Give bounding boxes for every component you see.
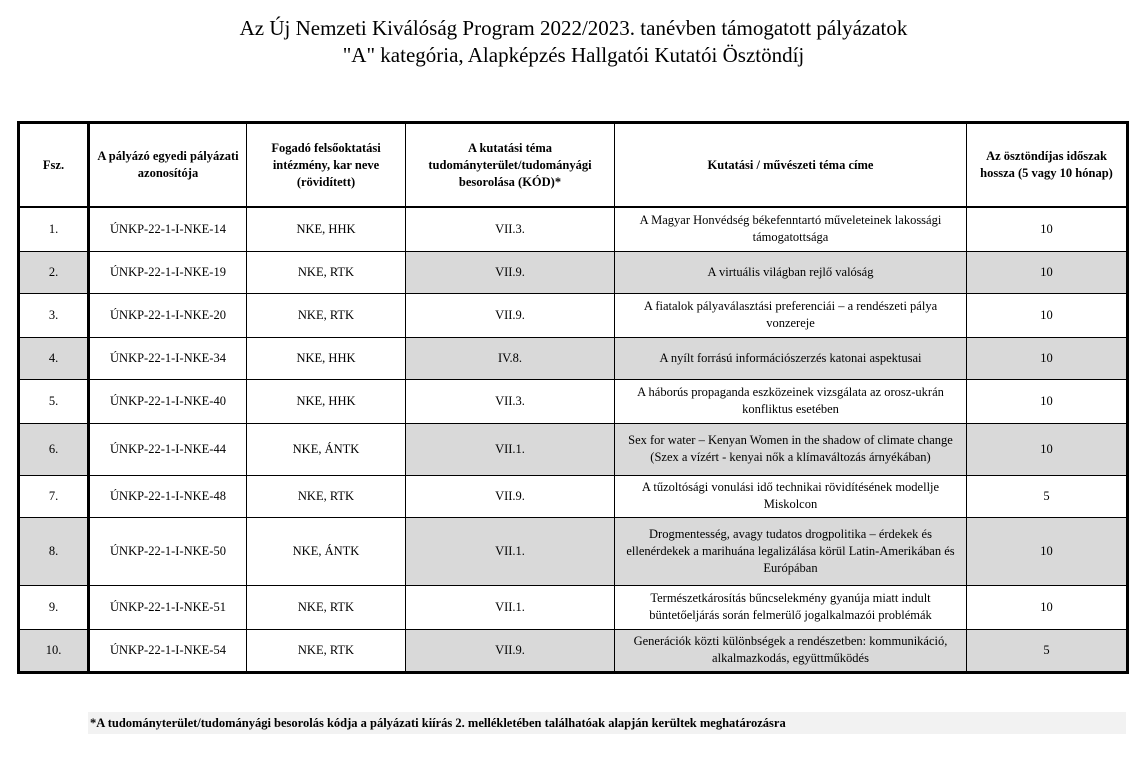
row-institution: NKE, RTK	[247, 251, 406, 293]
row-applicant-id: ÚNKP-22-1-I-NKE-50	[89, 517, 247, 585]
row-discipline-code: IV.8.	[406, 337, 615, 379]
table-header-row	[19, 123, 1128, 208]
table-row	[19, 629, 1128, 672]
row-discipline-code: VII.9.	[406, 251, 615, 293]
footnote: *A tudományterület/tudományági besorolás kódja a pályázati kiírás 2. mellékletében találhatóak alapján kerültek meghatározásra	[88, 712, 1126, 734]
row-discipline-code: VII.3.	[406, 207, 615, 251]
row-duration: 10	[967, 585, 1128, 629]
row-serial-number: 1.	[19, 207, 89, 251]
header-applicant-id: A pályázó egyedi pályázati azonosítója	[89, 123, 247, 208]
row-applicant-id: ÚNKP-22-1-I-NKE-34	[89, 337, 247, 379]
row-duration: 10	[967, 207, 1128, 251]
table-row	[19, 475, 1128, 517]
row-applicant-id: ÚNKP-22-1-I-NKE-48	[89, 475, 247, 517]
row-topic-title: A nyílt forrású információszerzés katonai aspektusai	[615, 337, 967, 379]
row-duration: 10	[967, 423, 1128, 475]
row-serial-number: 5.	[19, 379, 89, 423]
row-applicant-id: ÚNKP-22-1-I-NKE-40	[89, 379, 247, 423]
row-topic-title: A tűzoltósági vonulási idő technikai rövidítésének modellje Miskolcon	[615, 475, 967, 517]
header-discipline-code: A kutatási téma tudományterület/tudományági besorolása (KÓD)*	[406, 123, 615, 208]
table-row	[19, 379, 1128, 423]
row-duration: 10	[967, 517, 1128, 585]
row-duration: 10	[967, 379, 1128, 423]
row-discipline-code: VII.9.	[406, 629, 615, 672]
row-serial-number: 8.	[19, 517, 89, 585]
row-discipline-code: VII.1.	[406, 585, 615, 629]
row-institution: NKE, HHK	[247, 379, 406, 423]
row-duration: 10	[967, 251, 1128, 293]
row-serial-number: 6.	[19, 423, 89, 475]
row-discipline-code: VII.3.	[406, 379, 615, 423]
row-topic-title: Drogmentesség, avagy tudatos drogpolitika – érdekek és ellenérdekek a marihuána legalizálása körül Latin-Amerikában és Európában	[615, 517, 967, 585]
table-row	[19, 293, 1128, 337]
row-applicant-id: ÚNKP-22-1-I-NKE-51	[89, 585, 247, 629]
row-applicant-id: ÚNKP-22-1-I-NKE-19	[89, 251, 247, 293]
row-topic-title: Sex for water – Kenyan Women in the shadow of climate change (Szex a vízért - kenyai nők a klímaváltozás árnyékában)	[615, 423, 967, 475]
row-serial-number: 2.	[19, 251, 89, 293]
row-topic-title: A háborús propaganda eszközeinek vizsgálata az orosz-ukrán konfliktus esetében	[615, 379, 967, 423]
table-row	[19, 251, 1128, 293]
table-row	[19, 585, 1128, 629]
row-institution: NKE, HHK	[247, 207, 406, 251]
row-topic-title: A Magyar Honvédség békefenntartó műveleteinek lakossági támogatottsága	[615, 207, 967, 251]
row-serial-number: 7.	[19, 475, 89, 517]
table-row	[19, 337, 1128, 379]
row-topic-title: A fiatalok pályaválasztási preferenciái – a rendészeti pálya vonzereje	[615, 293, 967, 337]
row-institution: NKE, RTK	[247, 293, 406, 337]
page-title: Az Új Nemzeti Kiválóság Program 2022/2023. tanévben támogatott pályázatok	[239, 16, 908, 40]
row-discipline-code: VII.9.	[406, 475, 615, 517]
row-applicant-id: ÚNKP-22-1-I-NKE-14	[89, 207, 247, 251]
row-serial-number: 9.	[19, 585, 89, 629]
row-institution: NKE, RTK	[247, 629, 406, 672]
row-topic-title: Generációk közti különbségek a rendészetben: kommunikáció, alkalmazkodás, együttműködés	[615, 629, 967, 672]
row-discipline-code: VII.9.	[406, 293, 615, 337]
header-topic-title: Kutatási / művészeti téma címe	[615, 123, 967, 208]
row-serial-number: 3.	[19, 293, 89, 337]
row-discipline-code: VII.1.	[406, 517, 615, 585]
row-serial-number: 10.	[19, 629, 89, 672]
scholarship-table	[17, 121, 1129, 674]
row-institution: NKE, ÁNTK	[247, 517, 406, 585]
header-duration: Az ösztöndíjas időszak hossza (5 vagy 10 hónap)	[967, 123, 1128, 208]
row-serial-number: 4.	[19, 337, 89, 379]
row-institution: NKE, ÁNTK	[247, 423, 406, 475]
row-institution: NKE, RTK	[247, 475, 406, 517]
row-institution: NKE, HHK	[247, 337, 406, 379]
row-applicant-id: ÚNKP-22-1-I-NKE-54	[89, 629, 247, 672]
row-institution: NKE, RTK	[247, 585, 406, 629]
row-applicant-id: ÚNKP-22-1-I-NKE-44	[89, 423, 247, 475]
row-duration: 10	[967, 337, 1128, 379]
row-duration: 5	[967, 475, 1128, 517]
table-row	[19, 207, 1128, 251]
row-topic-title: A virtuális világban rejlő valóság	[615, 251, 967, 293]
page-subtitle: "A" kategória, Alapképzés Hallgatói Kutatói Ösztöndíj	[342, 43, 805, 67]
row-duration: 5	[967, 629, 1128, 672]
header-institution: Fogadó felsőoktatási intézmény, kar neve (rövidített)	[247, 123, 406, 208]
row-topic-title: Természetkárosítás bűncselekmény gyanúja miatt indult büntetőeljárás során felmerülő jogalkalmazói problémák	[615, 585, 967, 629]
row-discipline-code: VII.1.	[406, 423, 615, 475]
row-applicant-id: ÚNKP-22-1-I-NKE-20	[89, 293, 247, 337]
row-duration: 10	[967, 293, 1128, 337]
table-row	[19, 423, 1128, 475]
table-row	[19, 517, 1128, 585]
header-serial-number: Fsz.	[19, 123, 89, 208]
